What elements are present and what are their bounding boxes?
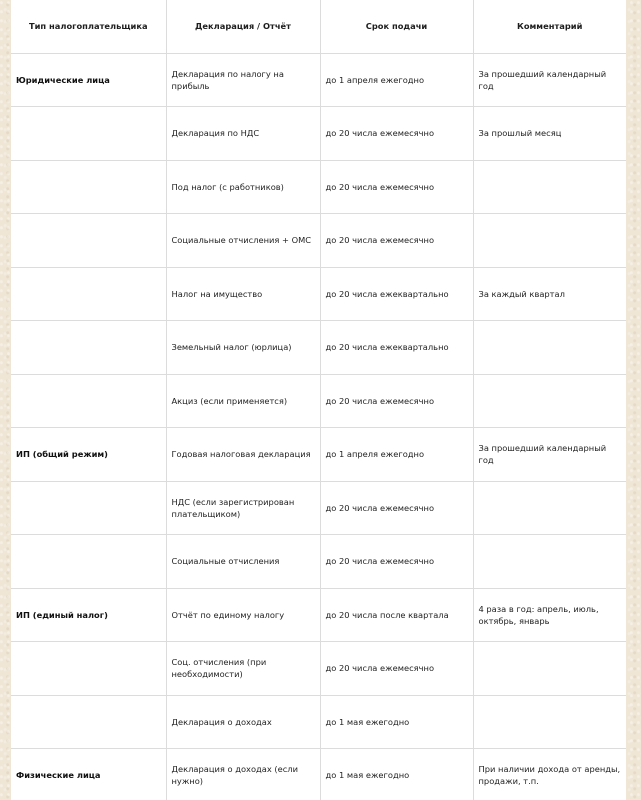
declaration-cell: Земельный налог (юрлица) bbox=[166, 321, 320, 375]
comment-cell bbox=[473, 160, 626, 214]
declaration-cell: Декларация о доходах bbox=[166, 695, 320, 749]
declaration-cell: Социальные отчисления + ОМС bbox=[166, 214, 320, 268]
taxpayer-type-cell: ИП (единый налог) bbox=[11, 588, 166, 642]
table-row bbox=[11, 481, 626, 535]
table-row bbox=[11, 749, 626, 800]
taxpayer-type-cell bbox=[11, 267, 166, 321]
deadline-cell: до 20 числа ежемесячно bbox=[320, 374, 473, 428]
table-row bbox=[11, 642, 626, 696]
declaration-cell: Декларация по НДС bbox=[166, 107, 320, 161]
table-row bbox=[11, 53, 626, 107]
deadline-cell: до 20 числа ежемесячно bbox=[320, 214, 473, 268]
declaration-cell: Декларация по налогу на прибыль bbox=[166, 53, 320, 107]
table-row bbox=[11, 428, 626, 482]
table-row bbox=[11, 374, 626, 428]
taxpayer-type-cell bbox=[11, 107, 166, 161]
declaration-cell: Соц. отчисления (при необходимости) bbox=[166, 642, 320, 696]
table-row bbox=[11, 267, 626, 321]
table-row bbox=[11, 160, 626, 214]
table-row bbox=[11, 535, 626, 589]
comment-cell bbox=[473, 321, 626, 375]
taxpayer-type-cell bbox=[11, 160, 166, 214]
table-row bbox=[11, 107, 626, 161]
header-deadline: Срок подачи bbox=[320, 0, 473, 53]
table-row bbox=[11, 695, 626, 749]
declaration-cell: Под налог (с работников) bbox=[166, 160, 320, 214]
comment-cell: За прошедший календарный год bbox=[473, 53, 626, 107]
deadline-cell: до 20 числа ежеквартально bbox=[320, 267, 473, 321]
table-row bbox=[11, 214, 626, 268]
taxpayer-type-cell bbox=[11, 374, 166, 428]
comment-cell: За прошедший календарный год bbox=[473, 428, 626, 482]
comment-cell bbox=[473, 642, 626, 696]
taxpayer-type-cell bbox=[11, 214, 166, 268]
table-row bbox=[11, 588, 626, 642]
taxpayer-type-cell bbox=[11, 321, 166, 375]
deadline-cell: до 1 апреля ежегодно bbox=[320, 428, 473, 482]
taxpayer-type-cell bbox=[11, 481, 166, 535]
deadline-cell: до 1 мая ежегодно bbox=[320, 695, 473, 749]
taxpayer-type-cell: Юридические лица bbox=[11, 53, 166, 107]
comment-cell bbox=[473, 695, 626, 749]
declaration-cell: Отчёт по единому налогу bbox=[166, 588, 320, 642]
deadline-cell: до 20 числа после квартала bbox=[320, 588, 473, 642]
taxpayer-type-cell bbox=[11, 695, 166, 749]
taxpayer-type-cell: ИП (общий режим) bbox=[11, 428, 166, 482]
deadline-cell: до 20 числа ежеквартально bbox=[320, 321, 473, 375]
header-declaration: Декларация / Отчёт bbox=[166, 0, 320, 53]
comment-cell: При наличии дохода от аренды, продажи, т.п. bbox=[473, 749, 626, 800]
deadline-cell: до 20 числа ежемесячно bbox=[320, 642, 473, 696]
deadline-cell: до 20 числа ежемесячно bbox=[320, 107, 473, 161]
comment-cell bbox=[473, 481, 626, 535]
header-comment: Комментарий bbox=[473, 0, 626, 53]
declaration-cell: НДС (если зарегистрирован плательщиком) bbox=[166, 481, 320, 535]
comment-cell bbox=[473, 214, 626, 268]
declaration-cell: Налог на имущество bbox=[166, 267, 320, 321]
table-row bbox=[11, 321, 626, 375]
taxpayer-type-cell bbox=[11, 642, 166, 696]
comment-cell: За каждый квартал bbox=[473, 267, 626, 321]
deadline-cell: до 1 апреля ежегодно bbox=[320, 53, 473, 107]
comment-cell: 4 раза в год: апрель, июль, октябрь, январь bbox=[473, 588, 626, 642]
tax-deadlines-document bbox=[11, 0, 626, 800]
deadline-cell: до 20 числа ежемесячно bbox=[320, 160, 473, 214]
comment-cell bbox=[473, 374, 626, 428]
declaration-cell: Годовая налоговая декларация bbox=[166, 428, 320, 482]
deadline-cell: до 1 мая ежегодно bbox=[320, 749, 473, 800]
taxpayer-type-cell bbox=[11, 535, 166, 589]
deadline-cell: до 20 числа ежемесячно bbox=[320, 535, 473, 589]
declaration-cell: Декларация о доходах (если нужно) bbox=[166, 749, 320, 800]
deadline-cell: до 20 числа ежемесячно bbox=[320, 481, 473, 535]
comment-cell: За прошлый месяц bbox=[473, 107, 626, 161]
taxpayer-type-cell: Физические лица bbox=[11, 749, 166, 800]
tax-deadlines-table bbox=[11, 0, 626, 800]
header-taxpayer-type: Тип налогоплательщика bbox=[11, 0, 166, 53]
declaration-cell: Акциз (если применяется) bbox=[166, 374, 320, 428]
declaration-cell: Социальные отчисления bbox=[166, 535, 320, 589]
comment-cell bbox=[473, 535, 626, 589]
table-header-row bbox=[11, 0, 626, 53]
